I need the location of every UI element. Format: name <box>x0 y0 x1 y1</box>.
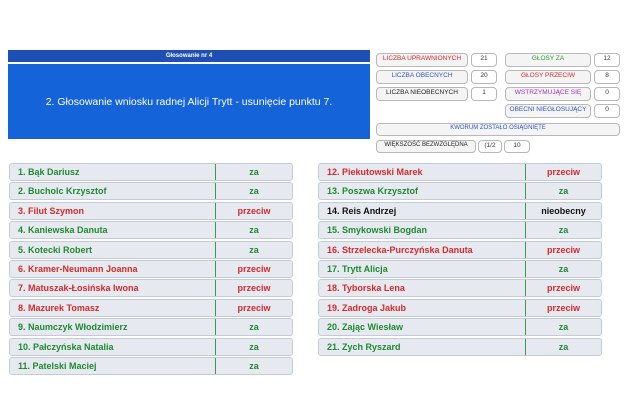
voter-row <box>318 299 602 317</box>
stat-nieobecnych-value: 1 <box>471 87 497 101</box>
voter-vote: przeciw <box>525 280 601 296</box>
voter-row <box>9 318 293 336</box>
voter-row <box>318 182 602 200</box>
stat-przeciw-label: GŁOSY PRZECIW <box>505 70 591 84</box>
kworum-status: KWORUM ZOSTAŁO OSIĄGNIĘTE <box>376 123 620 136</box>
voter-row <box>9 241 293 259</box>
voter-name: 12. Piekutowski Marek <box>327 167 423 177</box>
voter-vote: za <box>215 222 292 238</box>
voter-name: 18. Tyborska Lena <box>327 283 405 294</box>
stat-obecnych-label: LICZBA OBECNYCH <box>376 70 468 84</box>
voter-row <box>9 338 293 356</box>
voter-row <box>9 279 293 297</box>
voter-name: 14. Reis Andrzej <box>327 205 397 216</box>
stat-przeciw-value: 8 <box>594 70 620 84</box>
voter-vote: za <box>525 183 601 199</box>
voter-vote: za <box>525 261 601 277</box>
voter-vote: przeciw <box>525 164 601 180</box>
stat-wstrzymujace-label: WSTRZYMUJĄCE SIĘ <box>505 87 591 101</box>
voter-vote: przeciw <box>525 300 601 316</box>
voter-row <box>9 202 293 220</box>
stat-uprawnionych-label: LICZBA UPRAWNIONYCH <box>376 53 468 67</box>
voter-name: 9. Naumczyk Włodzimierz <box>18 322 128 333</box>
vote-description: 2. Głosowanie wniosku radnej Alicji Trytt - usunięcie punktu 7. <box>8 64 370 139</box>
voter-name: 4. Kaniewska Danuta <box>18 225 108 236</box>
stat-za-value: 12 <box>594 53 620 67</box>
majority-label: WIĘKSZOŚĆ BEZWZGLĘDNA <box>376 140 476 153</box>
voter-name: 7. Matuszak-Łosińska Iwona <box>18 283 139 294</box>
majority-formula: (1/2 <box>478 140 502 153</box>
stat-nieglosujacy-label: OBECNI NIEGŁOSUJĄCY <box>505 104 591 118</box>
voter-vote: za <box>525 339 601 355</box>
voter-row <box>318 260 602 278</box>
voter-name: 10. Pałczyńska Natalia <box>18 341 114 352</box>
voter-name: 11. Patelski Maciej <box>18 361 97 371</box>
voter-name: 19. Zadroga Jakub <box>327 302 407 313</box>
voter-vote: za <box>215 358 292 374</box>
voter-name: 3. Filut Szymon <box>18 205 85 216</box>
voter-name: 6. Kramer-Neumann Joanna <box>18 264 138 274</box>
voter-name: 21. Zych Ryszard <box>327 341 401 352</box>
stat-za-label: GŁOSY ZA <box>505 53 591 67</box>
stat-nieglosujacy-value: 0 <box>594 104 620 118</box>
voter-row <box>9 182 293 200</box>
voter-row <box>318 338 602 356</box>
vote-title: Głosowanie nr 4 <box>8 50 370 62</box>
voter-row <box>9 163 293 181</box>
voter-vote: przeciw <box>215 203 292 219</box>
vote-header <box>8 50 370 139</box>
voter-vote: przeciw <box>215 261 292 277</box>
voter-row <box>9 357 293 375</box>
voter-row <box>318 163 602 181</box>
voter-row <box>318 279 602 297</box>
voter-vote: przeciw <box>215 300 292 316</box>
voter-vote: za <box>525 319 601 335</box>
voter-name: 8. Mazurek Tomasz <box>18 302 100 313</box>
voter-row <box>9 221 293 239</box>
voter-row <box>318 202 602 220</box>
stat-obecnych-value: 20 <box>471 70 497 84</box>
voter-vote: za <box>215 242 292 258</box>
voter-vote: za <box>525 222 601 238</box>
voter-row <box>9 260 293 278</box>
voter-name: 2. Bucholc Krzysztof <box>18 186 107 197</box>
voter-name: 17. Trytt Alicja <box>327 264 388 274</box>
majority-value: 10 <box>504 140 530 153</box>
voter-vote: za <box>215 164 292 180</box>
voter-name: 5. Kotecki Robert <box>18 244 93 255</box>
voter-name: 13. Poszwa Krzysztof <box>327 186 419 197</box>
voter-vote: przeciw <box>215 280 292 296</box>
voter-vote: za <box>215 183 292 199</box>
voter-row <box>318 221 602 239</box>
stat-uprawnionych-value: 21 <box>471 53 497 67</box>
voter-vote: za <box>215 339 292 355</box>
voter-vote: przeciw <box>525 242 601 258</box>
voter-row <box>9 299 293 317</box>
voter-vote: za <box>215 319 292 335</box>
voter-name: 16. Strzelecka-Purczyńska Danuta <box>327 244 473 255</box>
voter-vote: nieobecny <box>525 203 601 219</box>
voter-name: 20. Zając Wiesław <box>327 322 403 333</box>
stat-wstrzymujace-value: 0 <box>594 87 620 101</box>
voter-row <box>318 318 602 336</box>
voter-name: 1. Bąk Dariusz <box>18 167 80 177</box>
voter-name: 15. Smykowski Bogdan <box>327 225 428 236</box>
stat-nieobecnych-label: LICZBA NIEOBECNYCH <box>376 87 468 101</box>
voter-row <box>318 241 602 259</box>
